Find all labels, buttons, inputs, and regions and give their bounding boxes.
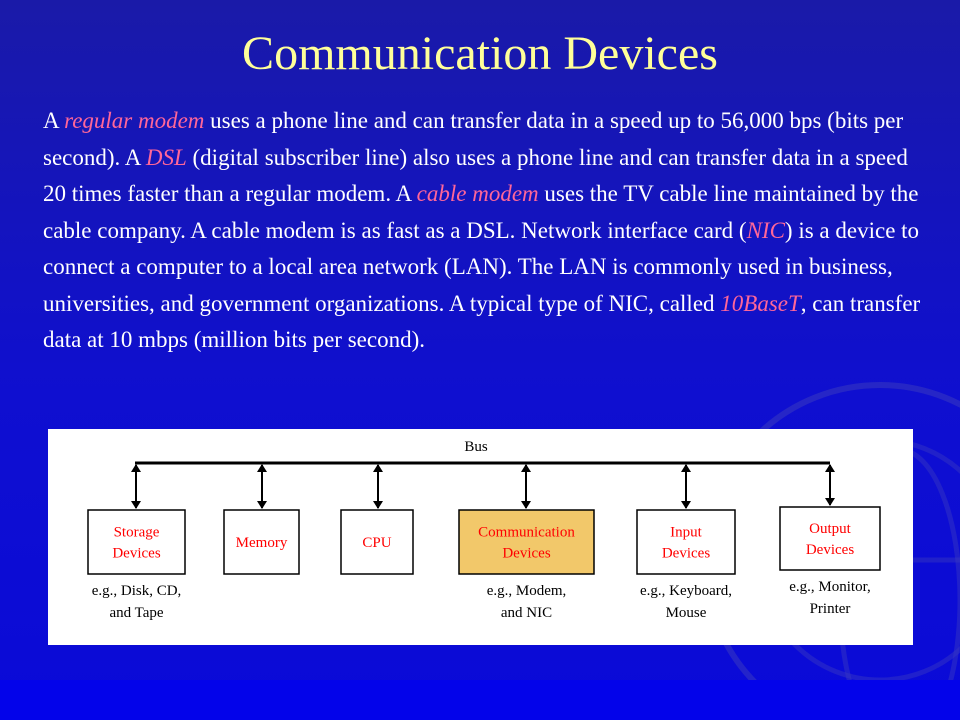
cpu-box-label: CPU: [362, 535, 392, 551]
output-box-label: Devices: [805, 542, 855, 558]
communication-box-label: Devices: [502, 545, 551, 562]
output-caption: Printer: [809, 601, 851, 617]
body-text-run: A: [43, 108, 65, 133]
input-caption: Mouse: [665, 605, 707, 621]
arrowhead-down: [131, 501, 141, 509]
input-box: [637, 510, 735, 574]
storage-box-label: Devices: [112, 545, 161, 562]
storage-box-label: Storage: [113, 524, 160, 541]
output-box-label: Output: [809, 521, 851, 537]
storage-caption: and Tape: [109, 605, 164, 621]
arrowhead-up: [131, 464, 141, 472]
bus-diagram: [48, 429, 913, 645]
body-text-run: (digital subscriber line) also uses a phone line and can transfer data in a speed 20 times faster than a regular modem. A: [43, 144, 908, 206]
arrowhead-down: [681, 501, 691, 509]
body-text-run: , can transfer data at 10 mbps (million bits per second).: [43, 290, 921, 352]
body-paragraph: [43, 103, 923, 359]
input-box-label: Devices: [661, 545, 711, 562]
input-caption: e.g., Keyboard,: [639, 583, 733, 599]
arrowhead-up: [257, 464, 267, 472]
arrowhead-up: [681, 464, 691, 472]
communication-caption: and NIC: [500, 605, 553, 621]
output-caption: e.g., Monitor,: [789, 579, 871, 595]
highlighted-term: cable modem: [416, 181, 539, 206]
communication-box-label: Communication: [478, 524, 575, 541]
communication-caption: e.g., Modem,: [486, 583, 567, 599]
body-text-run: uses the TV cable line maintained by the cable company. A cable modem is as fast as a DSL. Network interface card (: [43, 181, 919, 243]
arrowhead-up: [825, 464, 835, 472]
highlighted-term: NIC: [746, 217, 785, 243]
arrowhead-down: [257, 501, 267, 509]
bottom-band: [0, 680, 960, 720]
arrowhead-down: [521, 501, 531, 509]
communication-box: [459, 510, 594, 574]
arrowhead-down: [373, 501, 383, 509]
storage-box: [88, 510, 185, 574]
slide-title: Communication Devices: [242, 27, 718, 80]
bus-label: Bus: [464, 439, 488, 455]
arrowhead-down: [825, 498, 835, 506]
output-box: [780, 507, 880, 570]
highlighted-term: 10BaseT: [720, 290, 801, 316]
body-text-run: ) is a device to connect a computer to a local area network (LAN). The LAN is commonly used in business, universities, and government organizations. A typical type of NIC, called: [43, 217, 920, 316]
storage-caption: e.g., Disk, CD,: [91, 583, 182, 599]
memory-box-label: Memory: [235, 535, 288, 551]
highlighted-term: regular modem: [64, 108, 205, 133]
diagram-canvas: [48, 429, 913, 645]
highlighted-term: DSL: [145, 144, 187, 170]
body-text-run: uses a phone line and can transfer data in a speed up to 56,000 bps (bits per second). A: [43, 108, 904, 170]
arrowhead-up: [373, 464, 383, 472]
arrowhead-up: [521, 464, 531, 472]
input-box-label: Input: [670, 524, 702, 541]
